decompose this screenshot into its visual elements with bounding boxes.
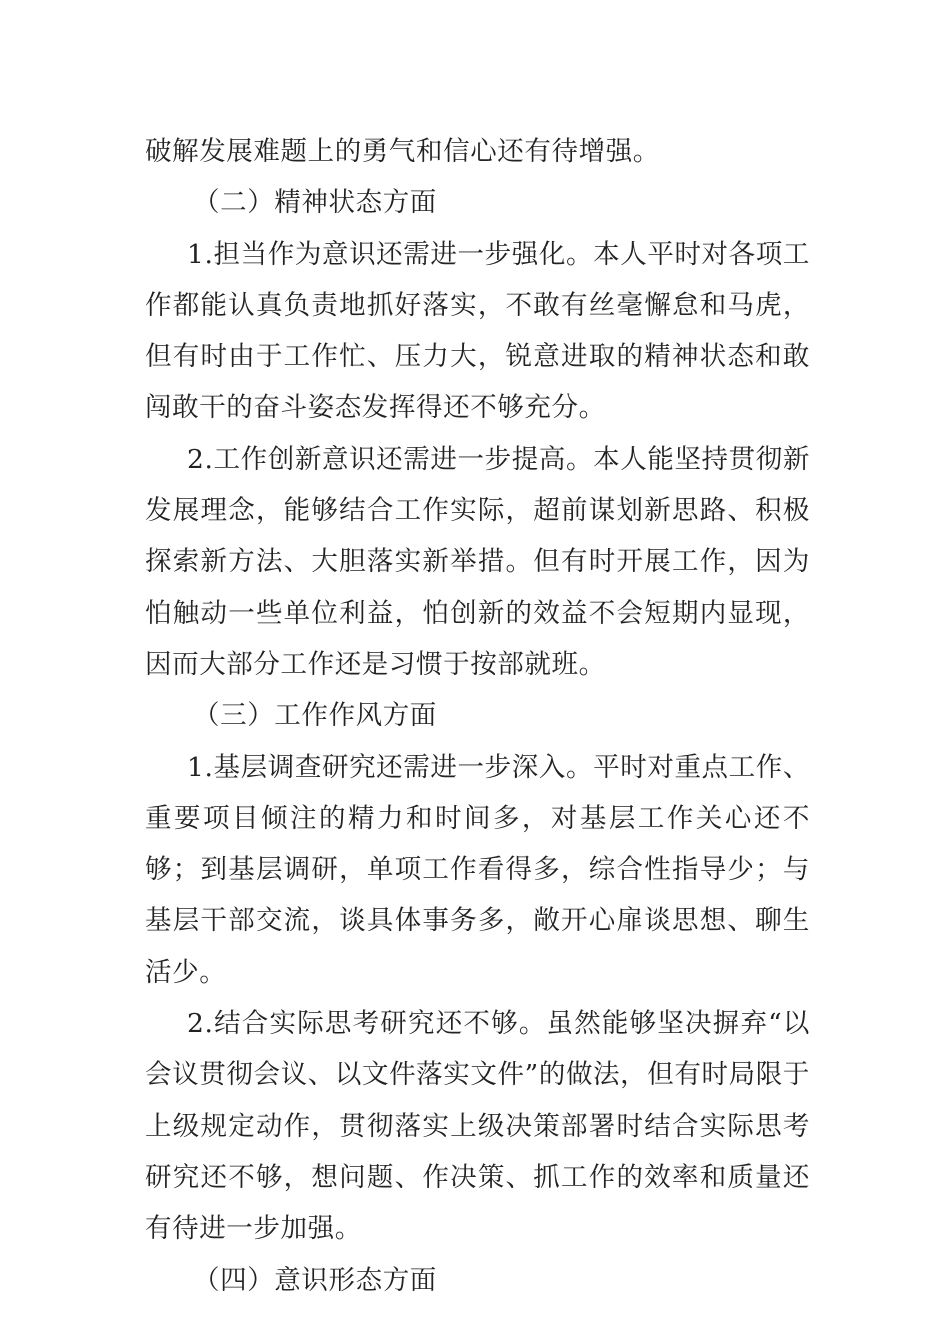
document-body <box>145 126 810 1306</box>
paragraph-spirit-2: 2.工作创新意识还需进一步提高。本人能坚持贯彻新发展理念，能够结合工作实际，超前谋划新思路、积极探索新方法、大胆落实新举措。但有时开展工作，因为怕触动一些单位利益，怕创新的效益不会短期内显现，因而大部分工作还是习惯于按部就班。 <box>145 443 810 680</box>
paragraph-continued: 破解发展难题上的勇气和信心还有待增强。 <box>145 136 660 167</box>
paragraph-workstyle-2: 2.结合实际思考研究还不够。虽然能够坚决摒弃“以会议贯彻会议、以文件落实文件”的做法，但有时局限于上级规定动作，贯彻落实上级决策部署时结合实际思考研究还不够，想问题、作决策、抓工作的效率和质量还有待进一步加强。 <box>145 1008 810 1245</box>
section-heading-workstyle: （三）工作作风方面 <box>193 700 437 732</box>
section-heading-ideology: （四）意识形态方面 <box>193 1264 437 1296</box>
section-heading-spirit: （二）精神状态方面 <box>193 187 437 219</box>
paragraph-spirit-1: 1.担当作为意识还需进一步强化。本人平时对各项工作都能认真负责地抓好落实，不敢有丝毫懈怠和马虎，但有时由于工作忙、压力大，锐意进取的精神状态和敢闯敢干的奋斗姿态发挥得还不够充分。 <box>145 238 810 424</box>
paragraph-workstyle-1: 1.基层调查研究还需进一步深入。平时对重点工作、重要项目倾注的精力和时间多，对基层工作关心还不够；到基层调研，单项工作看得多，综合性指导少；与基层干部交流，谈具体事务多，敞开心扉谈思想、聊生活少。 <box>145 751 810 988</box>
